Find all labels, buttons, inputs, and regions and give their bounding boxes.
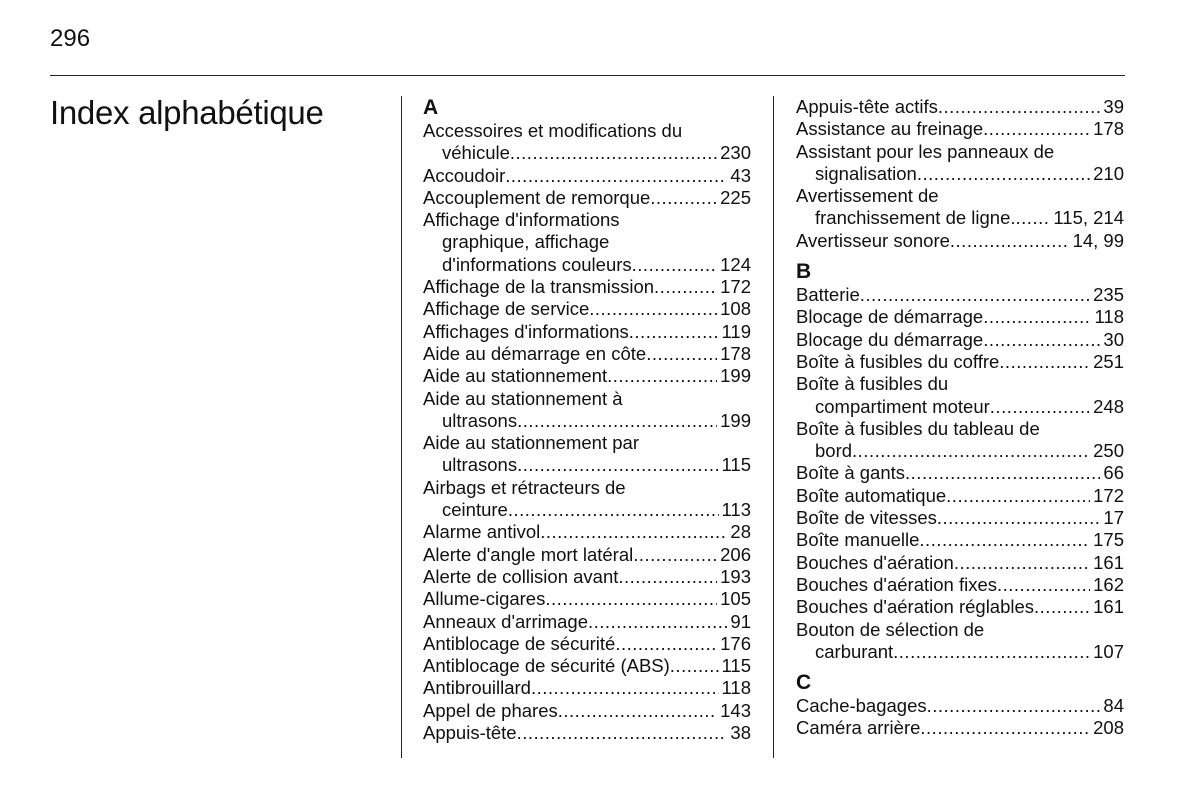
index-entry-text: d'informations couleurs [442,253,632,275]
index-entry-text: Affichage de la transmission [423,276,655,298]
dot-leader [917,163,1090,185]
index-entry [796,306,1124,328]
index-entry [796,552,1124,574]
index-page-ref: 119 [721,320,751,342]
index-entry [796,462,1124,484]
index-page-ref: 230 [720,142,751,164]
index-page-ref: 178 [720,342,751,364]
index-entry [796,351,1124,373]
index-entry [796,485,1124,507]
dot-leader [517,410,717,432]
dot-leader [510,142,717,164]
dot-leader [950,230,1070,252]
dot-leader [650,187,717,209]
section-gap [796,252,1124,260]
index-page-ref: 115, 214 [1053,207,1124,229]
dot-leader [920,717,1090,739]
index-page-ref: 28 [730,521,751,543]
index-page-ref: 161 [1093,551,1124,573]
index-page-ref: 210 [1093,162,1124,184]
index-entry-text: Caméra arrière [796,717,921,739]
index-entry [423,388,751,410]
column-divider-right [773,96,774,758]
index-entry [423,700,751,722]
index-entry-text: Allume-cigares [423,588,546,610]
index-entry-text: Assistance au freinage [796,118,984,140]
index-entry [796,596,1124,618]
index-page-ref: 115 [721,454,751,476]
index-entry-continuation [423,254,751,276]
index-entry-text: Affichages d'informations [423,320,629,342]
index-entry-continuation [423,410,751,432]
index-entry-text: Boîte automatique [796,484,947,506]
dot-leader [540,521,727,543]
index-entry-text: Bouches d'aération réglables [796,596,1035,618]
index-entry [796,418,1124,440]
index-entry [423,722,751,744]
index-column-1 [423,96,751,744]
index-page-ref: 143 [720,699,751,721]
index-page-ref: 124 [720,253,751,275]
index-page-ref: 115 [721,655,751,677]
index-entry [796,619,1124,641]
index-page-ref: 38 [730,722,751,744]
index-page-ref: 14, 99 [1072,229,1124,251]
dot-leader [646,343,717,365]
dot-leader [517,722,728,744]
index-entry [796,574,1124,596]
index-page-ref: 39 [1103,96,1124,117]
dot-leader [633,544,717,566]
dot-leader [654,276,717,298]
index-page-ref: 199 [720,365,751,387]
index-entry-text: Affichage d'informations [423,209,620,231]
index-entry-text: Alerte d'angle mort latéral [423,543,634,565]
index-entry-text: franchissement de ligne. [815,207,1016,229]
index-page-ref: 118 [1094,306,1124,328]
index-entry [796,529,1124,551]
index-page-ref: 250 [1093,440,1124,462]
dot-leader [983,306,1091,328]
index-page-ref: 206 [720,543,751,565]
index-entry-text: Avertisseur sonore [796,229,950,251]
index-entry-text: ceinture [442,499,508,521]
index-entry-text: Blocage du démarrage [796,328,984,350]
index-entry [796,141,1124,163]
index-page-ref: 161 [1093,596,1124,618]
index-page-ref: 172 [1093,484,1124,506]
index-entry-text: Airbags et rétracteurs de [423,476,626,498]
index-entry-text: Bouches d'aération fixes [796,573,997,595]
dot-leader [919,529,1090,551]
index-entry [423,209,751,231]
index-letter-heading: B [796,260,812,284]
dot-leader [997,574,1090,596]
index-entry-continuation [796,163,1124,185]
index-entry [423,655,751,677]
dot-leader [618,566,717,588]
index-page-ref: 43 [730,164,751,186]
index-entry [796,329,1124,351]
index-entry-continuation [423,142,751,164]
index-entry [796,695,1124,717]
index-page-ref: 118 [721,677,751,699]
index-entry [796,185,1124,207]
index-entry-text: Aide au stationnement à [423,387,623,409]
index-page-ref: 175 [1093,529,1124,551]
index-entry-text: Boîte à gants [796,462,906,484]
index-entry-text: Boîte à fusibles du coffre [796,350,1000,372]
index-entry-continuation [423,231,751,253]
dot-leader [946,485,1090,507]
dot-leader [588,611,727,633]
index-page-ref: 208 [1093,717,1124,739]
index-entry [423,521,751,543]
index-entry-text: Aide au stationnement par [423,432,639,454]
index-page-ref: 108 [720,298,751,320]
dot-leader [1016,207,1051,229]
index-page-ref: 30 [1103,328,1124,350]
index-entry-continuation [796,207,1124,229]
index-entry-continuation [423,499,751,521]
dot-leader [893,641,1090,663]
section-gap [796,663,1124,671]
dot-leader [589,298,717,320]
index-entry-text: Boîte de vitesses [796,507,937,529]
index-entry-text: Antiblocage de sécurité (ABS) [423,655,670,677]
index-entry-text: Anneaux d'arrimage [423,610,588,632]
dot-leader [927,695,1101,717]
index-entry [796,96,1124,118]
top-divider [50,75,1125,76]
index-entry-continuation [796,396,1124,418]
index-entry [796,230,1124,252]
index-page-ref: 235 [1093,284,1124,306]
dot-leader [545,588,717,610]
dot-leader [938,96,1101,118]
index-entry [423,544,751,566]
index-page-ref: 193 [720,565,751,587]
index-entry [423,321,751,343]
dot-leader [954,552,1090,574]
index-entry [423,432,751,454]
index-entry [423,165,751,187]
dot-leader [990,396,1090,418]
index-entry-continuation [423,454,751,476]
index-entry-text: bord [815,440,853,462]
dot-leader [983,329,1100,351]
index-letter-heading: A [423,96,439,119]
index-entry-text: Cache-bagages [796,695,927,717]
index-entry [796,118,1124,140]
index-entry-text: Alerte de collision avant [423,565,619,587]
dot-leader [517,454,718,476]
index-entry-text: Bouches d'aération [796,551,954,573]
index-entry-text: signalisation [815,162,917,184]
index-page-ref: 162 [1093,573,1124,595]
dot-leader [983,118,1090,140]
index-page-ref: 251 [1093,350,1124,372]
dot-leader [852,440,1090,462]
index-entry-text: Antibrouillard [423,677,531,699]
index-entry-text: ultrasons [442,409,518,431]
index-entry-text: Aide au démarrage en côte [423,342,647,364]
index-page-ref: 105 [720,588,751,610]
index-entry [423,588,751,610]
index-entry-text: Appuis-tête actifs [796,96,938,117]
index-entry-text: Affichage de service [423,298,590,320]
column-divider-left [401,96,402,758]
dot-leader [1034,596,1090,618]
index-entry [796,284,1124,306]
index-page-ref: 176 [720,632,751,654]
index-page-ref: 172 [720,276,751,298]
index-entry-text: Appel de phares [423,699,558,721]
dot-leader [531,677,719,699]
dot-leader [632,254,717,276]
index-entry-text: compartiment moteur [815,395,990,417]
index-entry [423,611,751,633]
index-entry-text: Assistant pour les panneaux de [796,140,1055,162]
index-entry-text: Accoudoir [423,164,506,186]
index-entry [423,566,751,588]
index-entry-text: graphique, affichage [442,231,610,253]
index-entry [423,365,751,387]
index-page-ref: 178 [1093,118,1124,140]
dot-leader [670,655,719,677]
page-title: Index alphabétique [50,94,324,131]
index-entry-text: Avertissement de [796,185,939,207]
dot-leader [615,633,717,655]
index-entry-text: Alarme antivol [423,521,541,543]
dot-leader [937,507,1101,529]
dot-leader [629,321,719,343]
index-entry [423,276,751,298]
dot-leader [505,165,727,187]
index-entry [423,633,751,655]
index-entry-text: Blocage de démarrage [796,306,984,328]
index-entry-text: Bouton de sélection de [796,618,985,640]
dot-leader [607,365,717,387]
dot-leader [508,499,719,521]
index-page-ref: 17 [1103,507,1124,529]
index-entry-continuation [796,641,1124,663]
index-entry [796,373,1124,395]
index-letter-heading: C [796,671,812,695]
index-entry-text: Antiblocage de sécurité [423,632,616,654]
index-entry-text: carburant [815,640,894,662]
index-entry-text: véhicule [442,142,510,164]
index-entry [796,507,1124,529]
index-page-ref: 225 [720,186,751,208]
index-entry [423,477,751,499]
index-entry [423,298,751,320]
dot-leader [558,700,717,722]
index-page-ref: 113 [721,499,751,521]
dot-leader [860,284,1090,306]
page-number: 296 [50,25,91,52]
index-entry-text: Boîte à fusibles du tableau de [796,417,1040,439]
index-page-ref: 84 [1103,695,1124,717]
index-entry-continuation [796,440,1124,462]
index-page-ref: 66 [1103,462,1124,484]
index-entry-text: Appuis-tête [423,722,517,744]
index-entry-text: Aide au stationnement [423,365,608,387]
index-entry [423,187,751,209]
index-entry [423,120,751,142]
index-entry [423,343,751,365]
dot-leader [999,351,1090,373]
index-page-ref: 248 [1093,395,1124,417]
index-column-2 [796,96,1124,740]
index-page-ref: 199 [720,409,751,431]
index-entry-text: Boîte manuelle [796,529,920,551]
index-page-ref: 107 [1093,640,1124,662]
index-entry [796,717,1124,739]
index-entry-text: Accouplement de remorque [423,186,651,208]
dot-leader [905,462,1100,484]
index-entry-text: Batterie [796,284,860,306]
index-entry-text: ultrasons [442,454,518,476]
index-page-ref: 91 [730,610,751,632]
index-entry-text: Boîte à fusibles du [796,373,949,395]
index-entry-text: Accessoires et modifications du [423,120,683,141]
index-entry [423,677,751,699]
